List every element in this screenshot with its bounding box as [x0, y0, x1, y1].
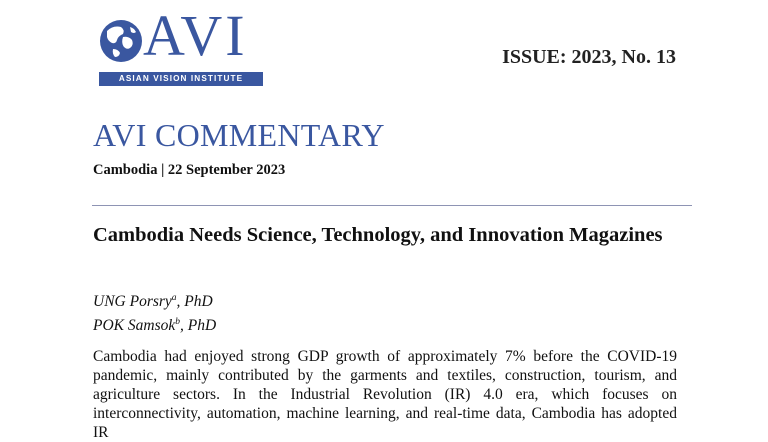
document-type-heading: AVI COMMENTARY: [93, 117, 385, 153]
avi-logo: [99, 3, 265, 88]
author-2: [93, 312, 216, 336]
author-1: [93, 288, 216, 312]
article-title: Cambodia Needs Science, Technology, and Innovation Magazines: [93, 224, 663, 246]
dateline: Cambodia | 22 September 2023: [93, 162, 286, 178]
author-name: POK Samsok: [93, 317, 176, 335]
globe-icon: [99, 13, 143, 69]
author-name: UNG Porsry: [93, 293, 172, 311]
body-paragraph: Cambodia had enjoyed strong GDP growth of approximately 7% before the COVID-19 pandemic, mainly contributed by the garments and textiles, construction, tourism, and agriculture sectors. In the Industrial Revolution (IR) 4.0 era, which focuses on interconnectivity, automation, machine learning, and real-time data, Cambodia has adopted IR: [93, 348, 677, 441]
author-affiliation-mark: a: [171, 293, 177, 303]
issue-number: ISSUE: 2023, No. 13: [502, 46, 676, 68]
logo-wordmark: AVI: [143, 3, 248, 68]
author-degree: , PhD: [176, 293, 213, 311]
logo-tagline: ASIAN VISION INSTITUTE: [99, 72, 263, 86]
author-affiliation-mark: b: [175, 317, 180, 328]
author-list: [93, 288, 216, 336]
section-divider: [92, 205, 692, 206]
author-degree: , PhD: [179, 317, 217, 335]
